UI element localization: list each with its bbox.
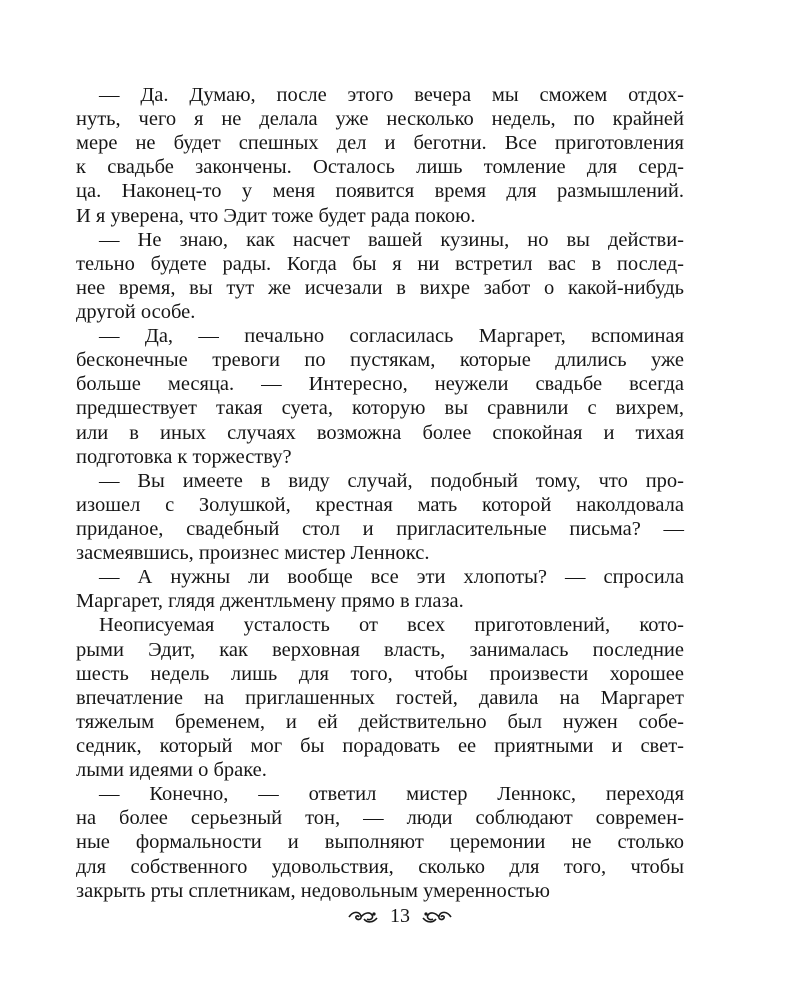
text-line: тельно будете рады. Когда бы я ни встретил вас в послед-: [76, 252, 684, 275]
text-line: — Конечно, — ответил мистер Леннокс, переходя: [99, 783, 684, 806]
text-line: для собственного удовольствия, сколько для того, чтобы: [76, 855, 684, 878]
text-line: или в иных случаях возможна более спокойная и тихая: [76, 421, 684, 444]
text-line: подготовка к торжеству?: [76, 445, 292, 468]
text-line: нее время, вы тут же исчезали в вихре забот о какой-нибудь: [76, 276, 684, 299]
flourish-left-icon: [348, 910, 378, 924]
text-line: Маргарет, глядя джентльмену прямо в глаза.: [76, 590, 464, 613]
text-line: изошел с Золушкой, крестная мать которой наколдовала: [76, 493, 684, 516]
text-line: впечатление на приглашенных гостей, давила на Маргарет: [76, 686, 684, 709]
text-line: тяжелым бременем, и ей действительно был нужен собе-: [76, 710, 684, 733]
text-line: И я уверена, что Эдит тоже будет рада покою.: [76, 204, 476, 227]
flourish-right-icon: [422, 910, 452, 924]
text-line: Неописуемая усталость от всех приготовлений, кото-: [99, 614, 684, 637]
body-text: [76, 83, 684, 903]
text-line: на более серьезный тон, — люди соблюдают современ-: [76, 807, 684, 830]
text-line: — Вы имеете в виду случай, подобный тому, что про-: [99, 469, 684, 492]
paragraph: [76, 469, 684, 565]
text-line: ца. Наконец-то у меня появится время для размышлений.: [76, 180, 684, 203]
page-number: 13: [390, 905, 410, 927]
paragraph: [76, 782, 684, 903]
text-line: другой особе.: [76, 300, 196, 323]
paragraph: [76, 228, 684, 324]
text-line: лыми идеями о браке.: [76, 759, 267, 782]
text-line: шесть недель лишь для того, чтобы произвести хорошее: [76, 662, 684, 685]
text-line: к свадьбе закончены. Осталось лишь томление для серд-: [76, 156, 684, 179]
text-line: больше месяца. — Интересно, неужели свадьбе всегда: [76, 373, 684, 396]
text-line: мере не будет спешных дел и беготни. Все приготовления: [76, 132, 684, 155]
paragraph: [76, 565, 684, 613]
text-line: ные формальности и выполняют церемонии не столько: [76, 831, 684, 854]
paragraph: [76, 83, 684, 228]
text-line: — Не знаю, как насчет вашей кузины, но вы действи-: [99, 228, 684, 251]
text-line: приданое, свадебный стол и пригласительные письма? —: [76, 517, 684, 540]
text-line: засмеявшись, произнес мистер Леннокс.: [76, 542, 430, 565]
text-line: закрыть рты сплетникам, недовольным умеренностью: [76, 879, 550, 902]
text-line: нуть, чего я не делала уже несколько недель, по крайней: [76, 108, 684, 131]
paragraph: [76, 324, 684, 469]
text-line: — Да, — печально согласилась Маргарет, вспоминая: [99, 325, 684, 348]
text-line: седник, который мог бы порадовать ее приятными и свет-: [76, 734, 684, 757]
text-line: рыми Эдит, как верховная власть, занималась последние: [76, 638, 684, 661]
paragraph: [76, 613, 684, 782]
text-line: — А нужны ли вообще все эти хлопоты? — спросила: [99, 566, 684, 589]
text-line: бесконечные тревоги по пустякам, которые длились уже: [76, 349, 684, 372]
page-footer: [0, 905, 800, 928]
text-line: — Да. Думаю, после этого вечера мы сможем отдох-: [99, 84, 684, 106]
text-line: предшествует такая суета, которую вы сравнили с вихрем,: [76, 397, 684, 420]
